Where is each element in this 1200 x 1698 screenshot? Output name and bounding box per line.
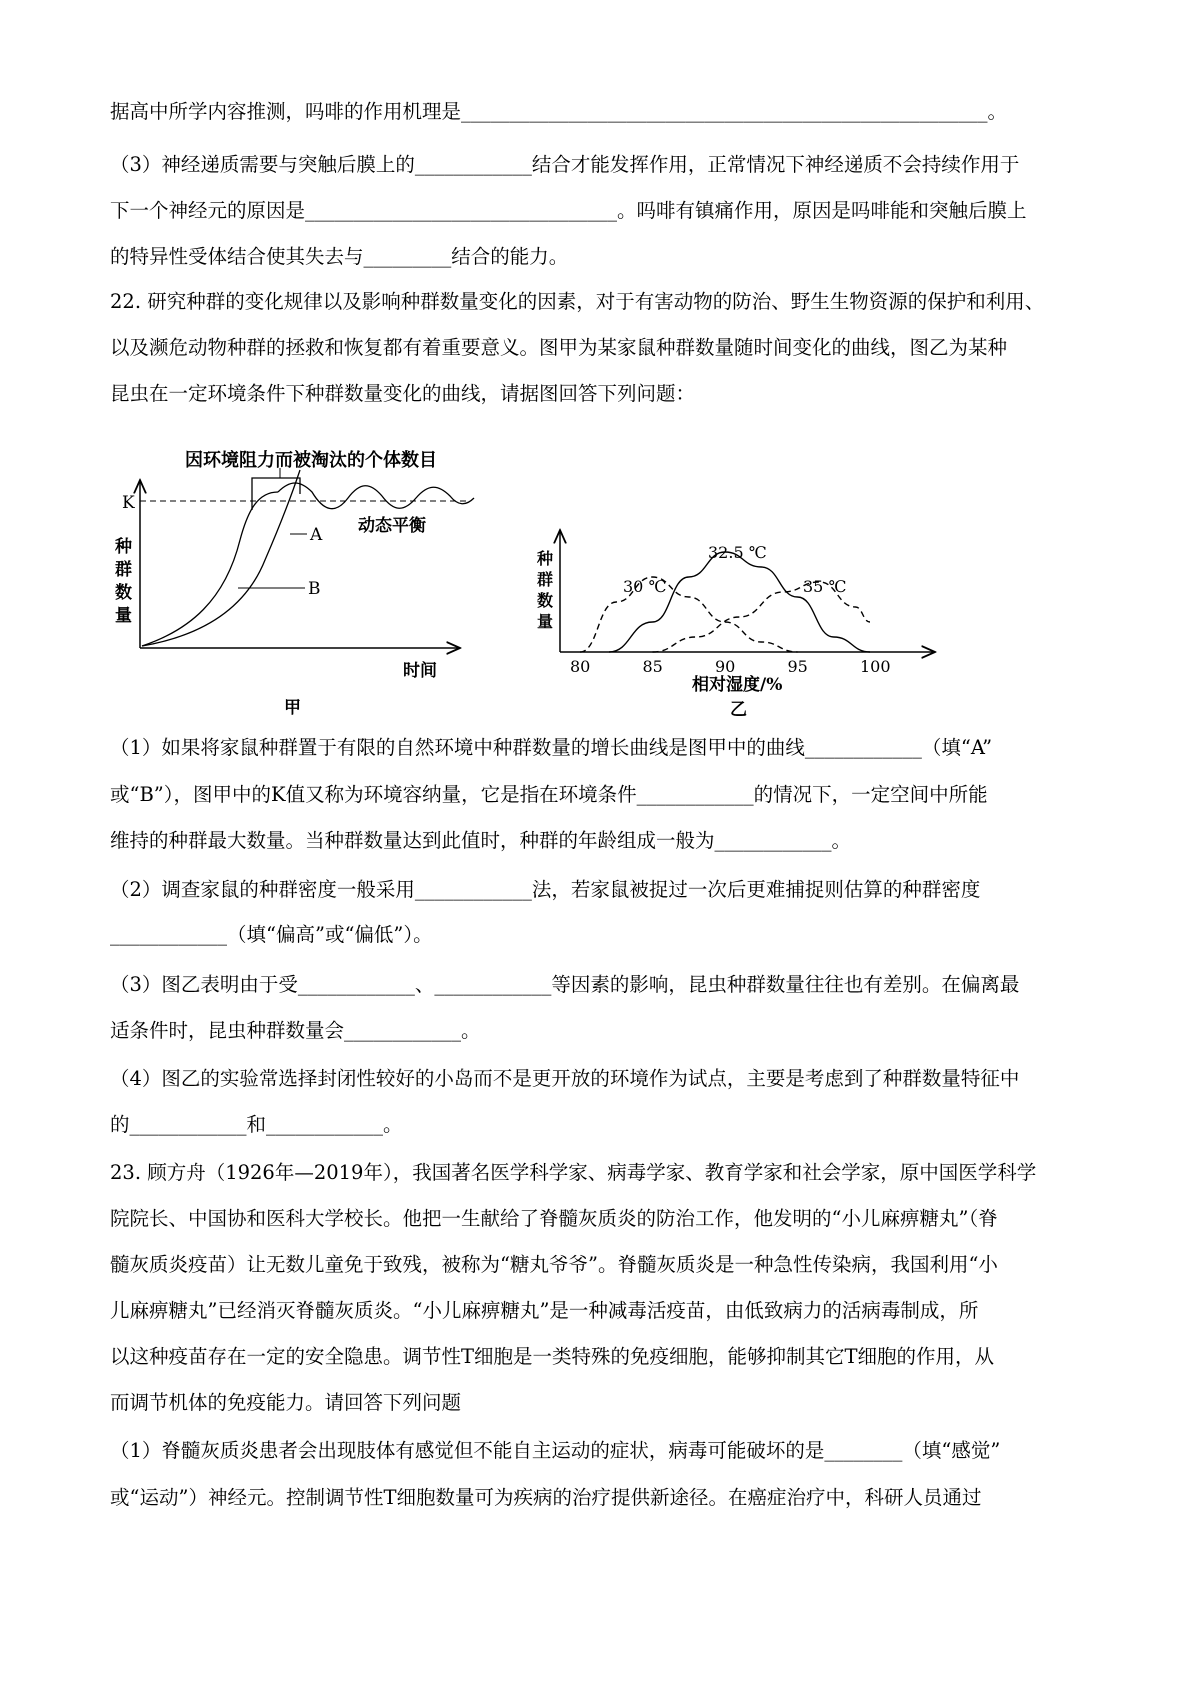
x-tick-labels xyxy=(570,657,891,676)
x-tick-label: 95 xyxy=(787,657,808,676)
series-curve-0 xyxy=(580,577,798,652)
text-line: 的特异性受体结合使其失去与_________结合的能力。 xyxy=(110,245,569,268)
text-line: ____________（填“偏高”或“偏低”）。 xyxy=(110,923,433,946)
text-line: 维持的种群最大数量。当种群数量达到此值时，种群的年龄组成一般为____________。 xyxy=(110,829,852,852)
text-line: 以及濒危动物种群的拯救和恢复都有着重要意义。图甲为某家鼠种群数量随时间变化的曲线，图乙为某种 xyxy=(110,336,1008,359)
text-line: 据高中所学内容推测，吗啡的作用机理是______________________________________________________。 xyxy=(110,100,1008,123)
text-line: 髓灰质炎疫苗）让无数儿童免于致残，被称为“糖丸爷爷”。脊髓灰质炎是一种急性传染病，我国利用“小 xyxy=(110,1253,998,1276)
figure-caption: 乙 xyxy=(730,700,747,720)
text-line: （3）图乙表明由于受____________、____________等因素的影响，昆虫种群数量往往也有差别。在偏离最 xyxy=(110,973,1020,996)
figure-jia-title: 因环境阻力而被淘汰的个体数目 xyxy=(185,450,437,471)
x-axis-label: 相对湿度/% xyxy=(692,675,783,695)
y-label-char: 量 xyxy=(537,612,554,631)
curve-label-35: 35 ℃ xyxy=(803,577,847,596)
text-line: 的____________和____________。 xyxy=(110,1113,403,1136)
text-line: （1）如果将家鼠种群置于有限的自然环境中种群数量的增长曲线是图甲中的曲线____________（填“A” xyxy=(110,736,993,759)
text-line: 昆虫在一定环境条件下种群数量变化的曲线，请据图回答下列问题： xyxy=(110,382,696,405)
y-label-char: 群 xyxy=(115,560,132,580)
y-axis-label xyxy=(536,549,553,631)
x-axis-label: 时间 xyxy=(403,661,437,681)
text-line: 适条件时，昆虫种群数量会____________。 xyxy=(110,1019,481,1042)
text-line: 或“B”），图甲中的K值又称为环境容纳量，它是指在环境条件____________的情况下，一定空间中所能 xyxy=(110,783,988,806)
y-label-char: 数 xyxy=(537,591,554,610)
y-label-char: 数 xyxy=(115,583,132,603)
text-line: （3）神经递质需要与突触后膜上的____________结合才能发挥作用，正常情况下神经递质不会持续作用于 xyxy=(110,153,1020,176)
question-23-stem: 23. 顾方舟（1926年—2019年），我国著名医学科学家、病毒学家、教育学家和社会学家，原中国医学科学 xyxy=(110,1161,1037,1184)
figures xyxy=(0,440,1200,730)
yi-curves xyxy=(580,552,870,652)
text-line: 下一个神经元的原因是________________________________。吗啡有镇痛作用，原因是吗啡能和突触后膜上 xyxy=(110,199,1027,222)
text-line: 或“运动”）神经元。控制调节性T细胞数量可为疾病的治疗提供新途径。在癌症治疗中，科研人员通过 xyxy=(110,1486,982,1509)
text-line: 儿麻痹糖丸”已经消灭脊髓灰质炎。“小儿麻痹糖丸”是一种减毒活疫苗，由低致病力的活病毒制成，所 xyxy=(110,1299,979,1322)
curve-b xyxy=(142,470,300,646)
y-label-char: 种 xyxy=(115,537,132,557)
figure-jia xyxy=(114,449,474,718)
curve-label-30: 30 ℃ xyxy=(623,577,667,596)
y-axis-label xyxy=(114,537,132,626)
figure-caption: 甲 xyxy=(284,698,301,718)
x-tick-label: 100 xyxy=(860,657,891,676)
text-line: 而调节机体的免疫能力。请回答下列问题 xyxy=(110,1391,462,1414)
series-curve-1 xyxy=(609,552,870,652)
text-line: （2）调查家鼠的种群密度一般采用____________法，若家鼠被捉过一次后更难捕捉则估算的种群密度 xyxy=(110,878,981,901)
x-tick-label: 85 xyxy=(642,657,663,676)
question-22-stem: 22. 研究种群的变化规律以及影响种群数量变化的因素，对于有害动物的防治、野生生物资源的保护和利用、 xyxy=(110,290,1045,313)
x-tick-label: 80 xyxy=(570,657,591,676)
label-a: A xyxy=(310,525,323,545)
curve-label-32-5: 32.5 ℃ xyxy=(708,543,767,562)
text-line: 院院长、中国协和医科大学校长。他把一生献给了脊髓灰质炎的防治工作，他发明的“小儿麻痹糖丸”（脊 xyxy=(110,1207,998,1230)
label-b: B xyxy=(308,579,321,599)
y-label-char: 群 xyxy=(537,570,554,589)
y-label-char: 量 xyxy=(115,606,132,626)
text-line: 以这种疫苗存在一定的安全隐患。调节性T细胞是一类特殊的免疫细胞，能够抑制其它T细胞的作用，从 xyxy=(110,1345,995,1368)
curve-equilibrium xyxy=(278,483,474,509)
figure-yi xyxy=(536,530,935,720)
y-label-char: 种 xyxy=(537,549,554,568)
k-label: K xyxy=(122,493,135,513)
text-line: （1）脊髓灰质炎患者会出现肢体有感觉但不能自主运动的症状，病毒可能破坏的是________（填“感觉” xyxy=(110,1439,1001,1462)
x-tick-label: 90 xyxy=(715,657,736,676)
equilibrium-label: 动态平衡 xyxy=(358,516,426,536)
text-line: （4）图乙的实验常选择封闭性较好的小岛而不是更开放的环境作为试点，主要是考虑到了种群数量特征中 xyxy=(110,1067,1020,1090)
